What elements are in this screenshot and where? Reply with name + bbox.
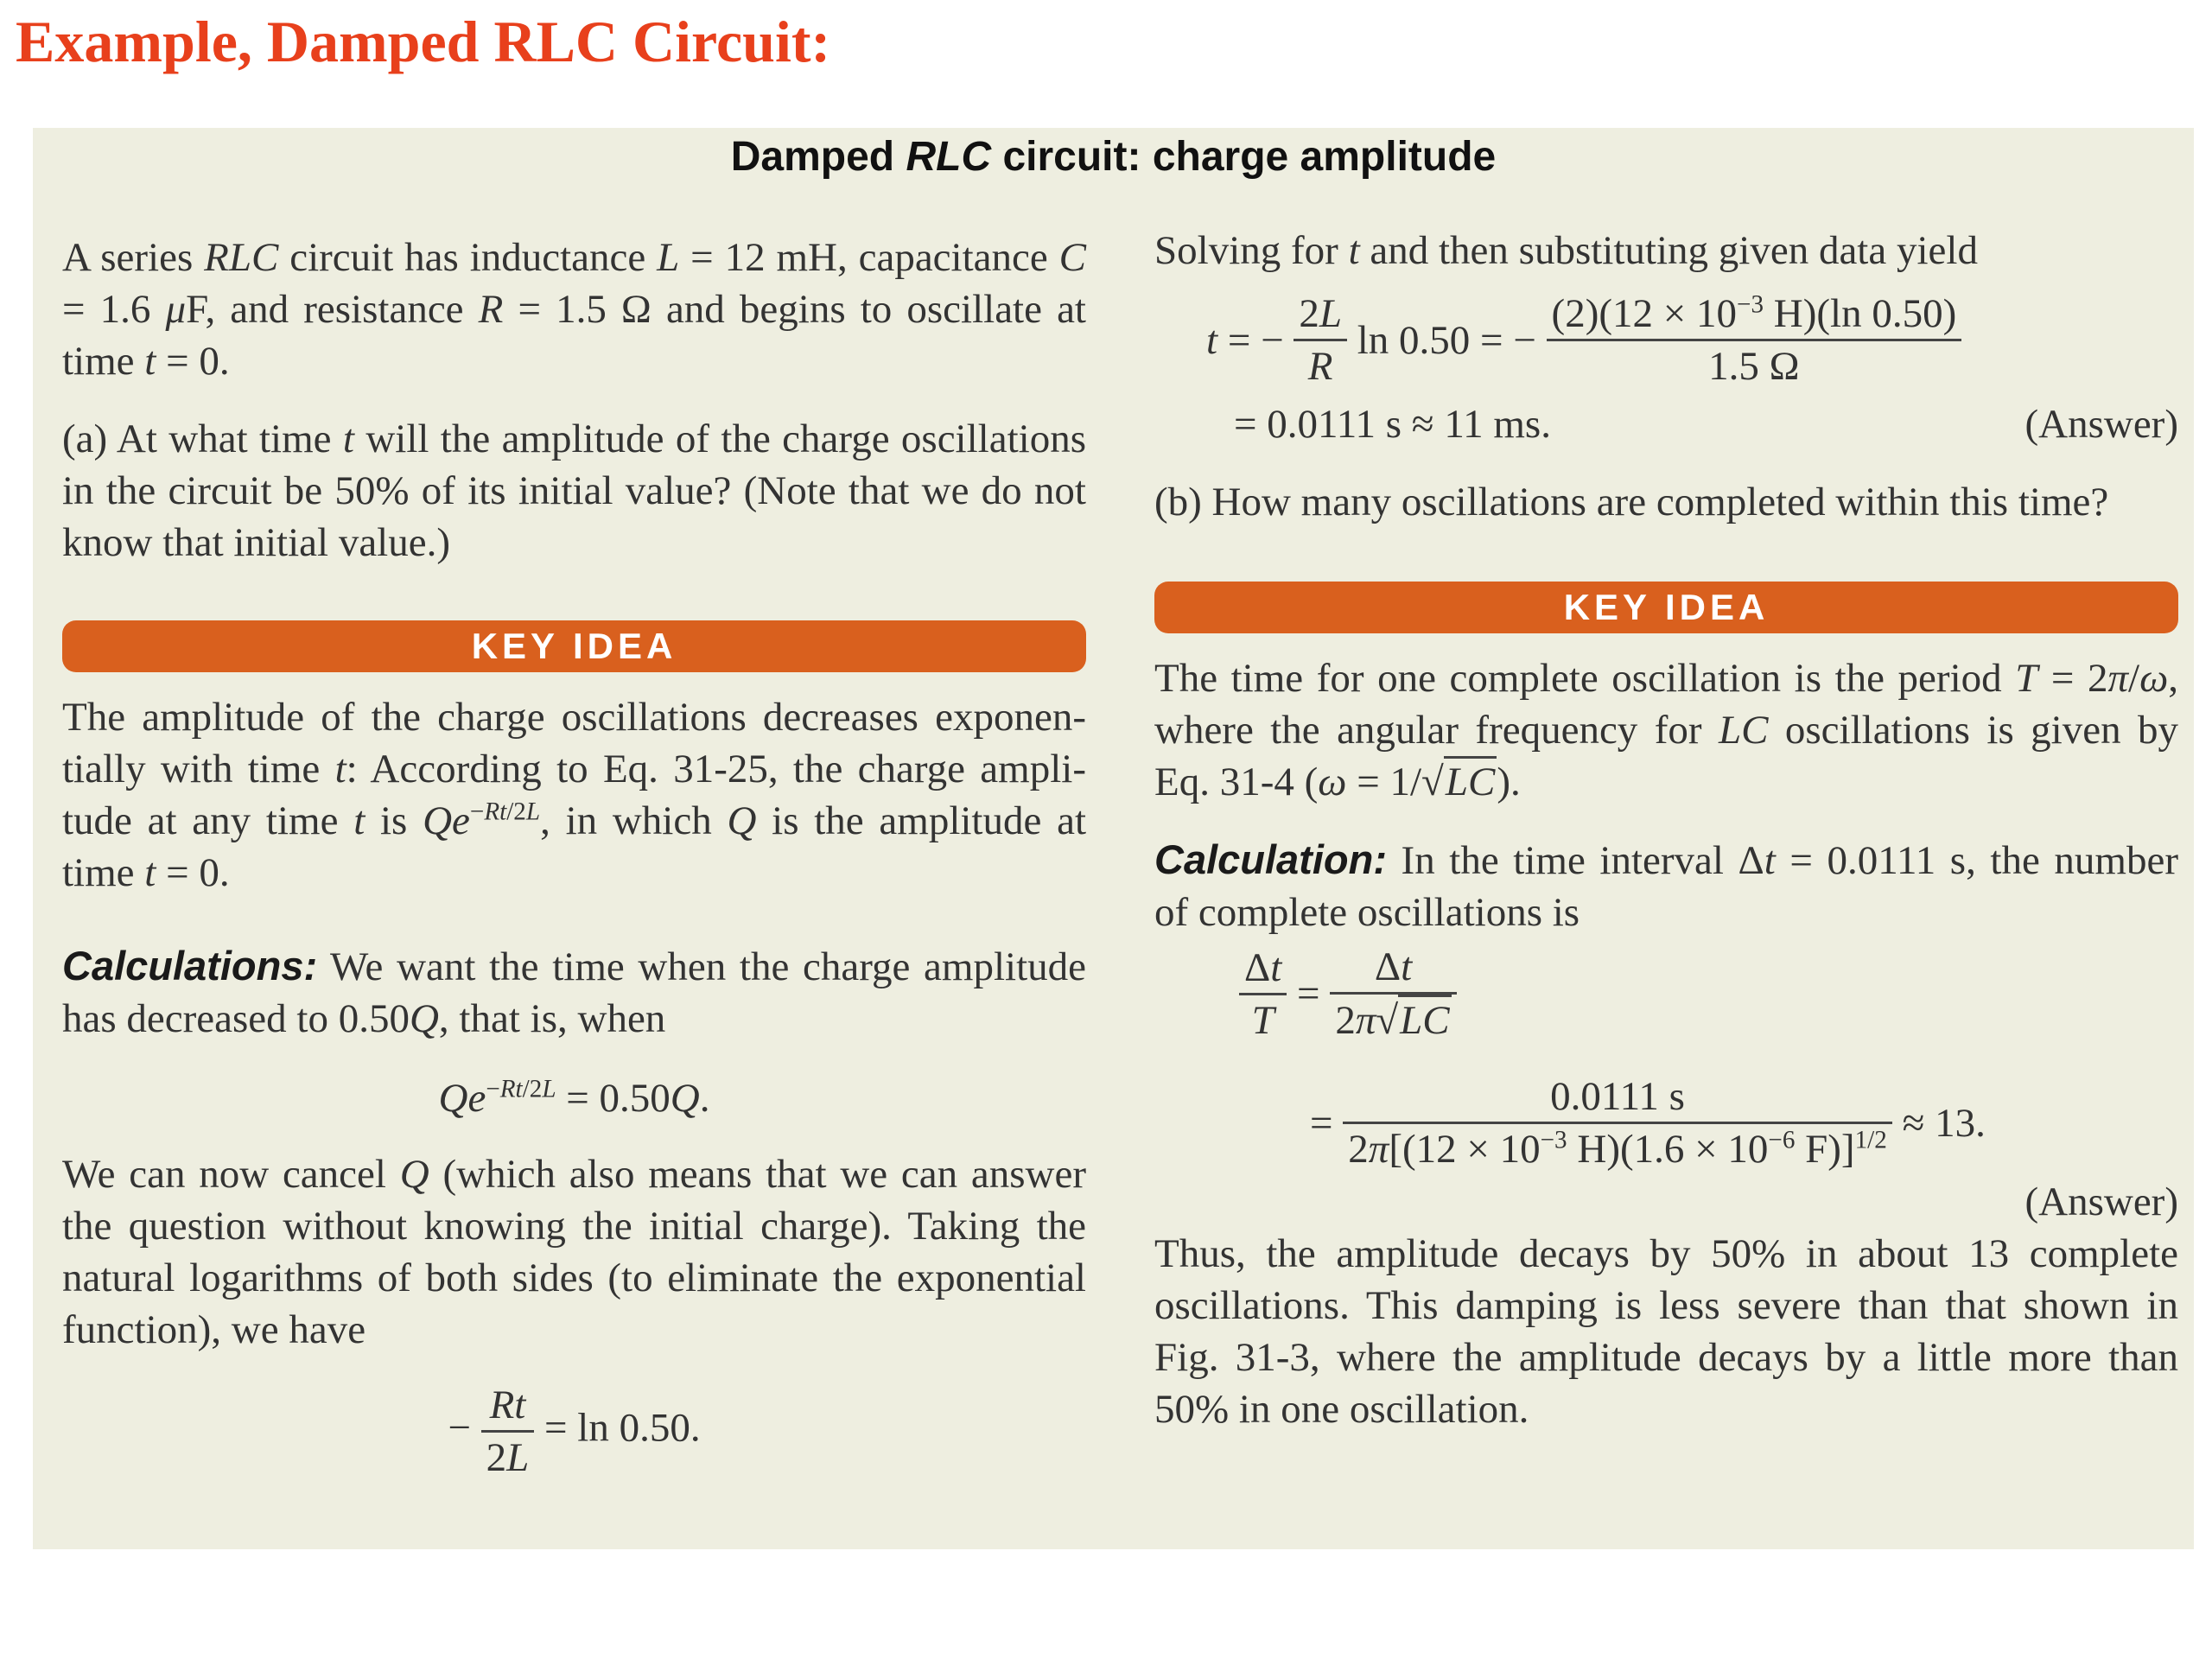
equation-charge-ratio: $Qe^{-Rt/2L} = 0.50Q$. [438,1075,710,1121]
key-idea-text-left: The amplitude of the charge oscillations decreases exponentially with time t: According to Eq. 31-25, the charge amplitude at any time t is $Qe^{-Rt/2L}$, in which Q is the amplitude at time t = 0. [62,695,1087,895]
equation-oscillations-result: = $\frac{0.0111 s}{2\pi[(12 \times 10^{-3} H)(1.6 \times 10^{-6} F)]^{1/2}}$ ≈ 13. [1154,1071,2178,1174]
calculations-paragraph: Calculations: We want the time when the charge amplitude has decreased to 0.50Q, that is, when [62,943,1086,1041]
equation-time: t = − $\frac{2L}{R}$ ln 0.50 = − $\frac{(2)(12 \times 10^{-3} H)(\ln 0.50)}{1.5 \Omega}$ [1154,289,2178,391]
key-idea-banner-left: KEY IDEA [62,620,1086,672]
example-panel [33,128,2194,1549]
problem-intro: A series RLC circuit has inductance L = 12 mH, capacitance C = 1.6 μF, and resistance R = 1.5 Ω and begins to oscillate at time t = 0. [62,235,1086,384]
calculation-paragraph: Calculation: In the time interval Δt = 0.0111 s, the number of complete oscillations is [1154,836,2178,935]
calculations-label: Calculations: [62,943,318,988]
key-idea-text-right: The time for one complete oscillation is the period T = 2π/ω, where the angular frequency for LC oscillations is given by Eq. 31-4 (ω = 1/√LC). [1154,656,2178,804]
cancel-paragraph: We can now cancel Q (which also means that we can answer the question without knowing the initial charge). Taking the natural logarithms of both sides (to eliminate the exponential function), we have [62,1152,1087,1352]
panel-title: Damped RLC circuit: charge amplitude [730,134,1497,180]
left-column [62,232,1086,1483]
conclusion-paragraph: Thus, the amplitude decays by 50% in about 13 complete oscillations. This damping is less severe than that shown in Fig. 31-3, where the amplitude decays by a little more than 50% in one oscillation. [1154,1231,2178,1432]
key-idea-banner-right: KEY IDEA [1154,582,2178,633]
solving-text: Solving for t and then substituting given data yield [1154,228,1978,273]
question-a: (a) At what time t will the amplitude of the charge oscillations in the circuit be 50% of its initial value? (Note that we do not know that initial value.) [62,416,1087,565]
question-b: (b) How many oscillations are completed within this time? [1154,480,2109,524]
right-column [1154,225,2178,1435]
answer-label-b: (Answer) [2024,1179,2178,1224]
equation-log: − $\frac{Rt}{2L}$ = ln 0.50. [62,1380,1086,1483]
equation-time-result: = 0.0111 s ≈ 11 ms. (Answer) [1154,398,2178,450]
answer-label-a: (Answer) [2024,402,2178,447]
equation-oscillations: $\frac{\Delta t}{T}$ = $\frac{\Delta t}{2\pi√LC}$ [1154,942,2178,1046]
calculation-label: Calculation: [1154,836,1387,882]
page-heading: Example, Damped RLC Circuit: [16,9,831,74]
